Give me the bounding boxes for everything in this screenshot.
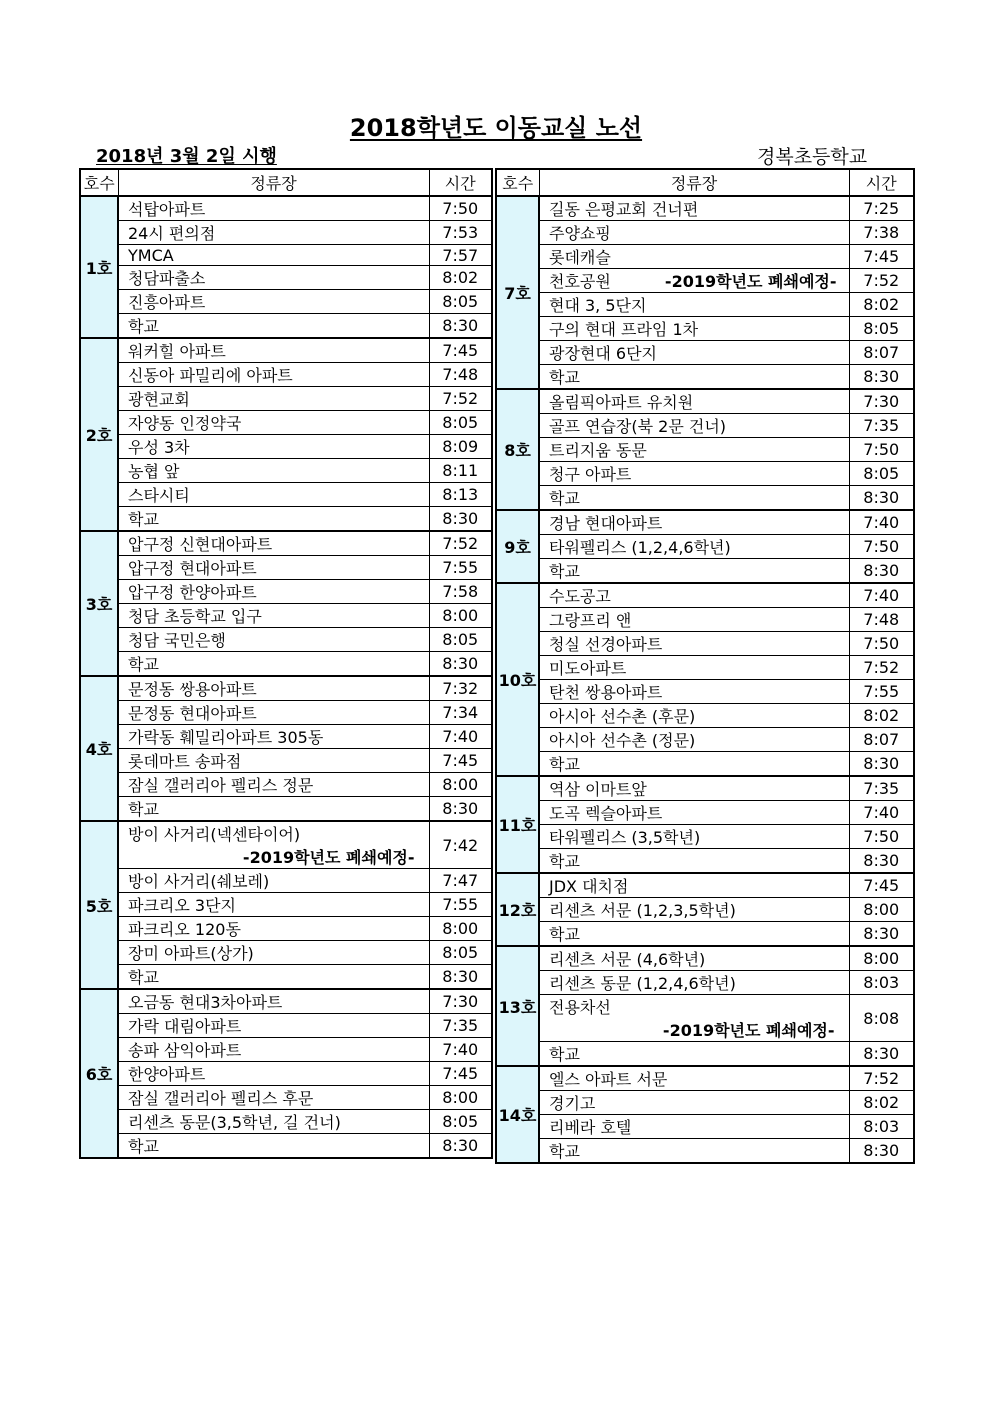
table-row [496, 898, 914, 922]
table-row [496, 389, 914, 414]
stop-name-text: 방이 사거리(넥센타이어) [128, 825, 301, 845]
stop-name: 신동아 파밀리에 아파트 [118, 363, 429, 387]
stop-name: 길동 은평교회 건너편 [539, 196, 849, 221]
table-row [496, 269, 914, 293]
stop-name: 학교 [539, 752, 849, 777]
table-row [496, 752, 914, 777]
header-bus: 호수 [496, 169, 539, 196]
stop-name: 롯데캐슬 [539, 245, 849, 269]
table-row [80, 507, 492, 532]
table-row [496, 535, 914, 559]
header-stop: 정류장 [539, 169, 849, 196]
stop-name: 경남 현대아파트 [539, 510, 849, 535]
stop-name: 학교 [118, 652, 429, 677]
stop-name: 경기고 [539, 1091, 849, 1115]
bus-number: 5호 [80, 821, 118, 989]
stop-time: 7:40 [429, 725, 492, 749]
stop-name: 우성 3차 [118, 435, 429, 459]
stop-name: 타워펠리스 (1,2,4,6학년) [539, 535, 849, 559]
stop-time: 7:47 [429, 869, 492, 893]
stop-name: 청담 초등학교 입구 [118, 604, 429, 628]
stop-name: 자양동 인정약국 [118, 411, 429, 435]
table-row [80, 797, 492, 822]
table-row [80, 435, 492, 459]
table-row [80, 965, 492, 990]
stop-time: 7:40 [429, 1038, 492, 1062]
bus-number: 6호 [80, 989, 118, 1158]
table-row [80, 773, 492, 797]
route-body-left [80, 196, 492, 1158]
header-time: 시간 [429, 169, 492, 196]
stop-time: 8:30 [849, 849, 914, 874]
stop-time: 7:35 [429, 1014, 492, 1038]
stop-time: 8:00 [429, 917, 492, 941]
stop-time: 7:30 [429, 989, 492, 1014]
table-row [496, 462, 914, 486]
table-row [496, 873, 914, 898]
table-row [80, 338, 492, 363]
table-row [496, 1091, 914, 1115]
stop-time: 8:00 [849, 898, 914, 922]
stop-name [539, 995, 849, 1042]
table-row [80, 652, 492, 677]
stop-time: 7:38 [849, 221, 914, 245]
stop-name: 학교 [118, 314, 429, 339]
table-row [496, 849, 914, 874]
table-row [80, 1038, 492, 1062]
stop-name-text: 전용차선 [549, 998, 611, 1017]
table-row [496, 971, 914, 995]
stop-time: 8:30 [849, 559, 914, 584]
stop-name: 잠실 갤러리아 펠리스 정문 [118, 773, 429, 797]
table-row [496, 1115, 914, 1139]
stop-name: 잠실 갤러리아 펠리스 후문 [118, 1086, 429, 1110]
stop-name: 엘스 아파트 서문 [539, 1066, 849, 1091]
stop-name: 장미 아파트(상가) [118, 941, 429, 965]
stop-name: 타워펠리스 (3,5학년) [539, 825, 849, 849]
stop-time: 8:05 [429, 941, 492, 965]
table-row [80, 556, 492, 580]
table-row [80, 314, 492, 339]
stop-time: 8:00 [849, 946, 914, 971]
stop-name: 올림픽아파트 유치원 [539, 389, 849, 414]
stop-name: 학교 [539, 365, 849, 390]
stop-name: 가락동 훼밀리아파트 305동 [118, 725, 429, 749]
closure-note: -2019학년도 폐쇄예정- [664, 272, 837, 291]
stop-time: 7:48 [429, 363, 492, 387]
table-row [80, 290, 492, 314]
stop-name: 진흥아파트 [118, 290, 429, 314]
table-row [496, 365, 914, 390]
stop-time: 7:25 [849, 196, 914, 221]
stop-name: 스타시티 [118, 483, 429, 507]
closure-note: -2019학년도 폐쇄예정- [662, 1021, 835, 1040]
table-row [80, 363, 492, 387]
stop-time: 7:50 [849, 535, 914, 559]
table-row [80, 869, 492, 893]
effective-date: 2018년 3월 2일 시행 [96, 146, 277, 167]
table-row [80, 749, 492, 773]
stop-time: 7:45 [429, 338, 492, 363]
table-row [80, 531, 492, 556]
stop-name: 리센츠 서문 (1,2,3,5학년) [539, 898, 849, 922]
stop-name: 문정동 쌍용아파트 [118, 676, 429, 701]
stop-name: 주양쇼핑 [539, 221, 849, 245]
table-row [496, 510, 914, 535]
header-time: 시간 [849, 169, 914, 196]
stop-time: 8:03 [849, 971, 914, 995]
stop-name: 워커힐 아파트 [118, 338, 429, 363]
table-row [496, 438, 914, 462]
stop-name: 리센츠 서문 (4,6학년) [539, 946, 849, 971]
table-row [80, 989, 492, 1014]
stop-time: 7:52 [849, 656, 914, 680]
table-row [80, 628, 492, 652]
stop-name: 방이 사거리(쉐보레) [118, 869, 429, 893]
page-title [0, 108, 992, 143]
stop-name: YMCA [118, 245, 429, 266]
table-row [496, 656, 914, 680]
stop-time: 8:11 [429, 459, 492, 483]
stop-time: 8:30 [849, 365, 914, 390]
table-row [496, 486, 914, 511]
header-stop: 정류장 [118, 169, 429, 196]
table-row [496, 196, 914, 221]
stop-time: 8:30 [849, 1139, 914, 1164]
stop-time: 8:05 [429, 290, 492, 314]
stop-name: 학교 [539, 849, 849, 874]
bus-number: 9호 [496, 510, 539, 583]
stop-time: 8:30 [429, 797, 492, 822]
stop-name: 도곡 렉슬아파트 [539, 801, 849, 825]
stop-name: 청구 아파트 [539, 462, 849, 486]
stop-time: 8:30 [429, 507, 492, 532]
stop-time: 8:30 [849, 752, 914, 777]
stop-name-text: 천호공원 [549, 272, 611, 291]
stop-name: 석탑아파트 [118, 196, 429, 221]
stop-name: 리센츠 동문(3,5학년, 길 건너) [118, 1110, 429, 1134]
school-name: 경복초등학교 [757, 146, 868, 168]
stop-name [118, 821, 429, 869]
stop-time: 7:45 [429, 1062, 492, 1086]
table-row [496, 293, 914, 317]
stop-name: 압구정 신현대아파트 [118, 531, 429, 556]
stop-name: 학교 [539, 922, 849, 947]
bus-number: 12호 [496, 873, 539, 946]
stop-time: 8:30 [429, 314, 492, 339]
table-row [80, 1134, 492, 1159]
bus-number: 10호 [496, 583, 539, 776]
stop-time: 8:05 [849, 317, 914, 341]
stop-name: 한양아파트 [118, 1062, 429, 1086]
stop-time: 7:58 [429, 580, 492, 604]
table-row [80, 701, 492, 725]
table-row [80, 245, 492, 266]
table-row [496, 704, 914, 728]
table-row [80, 1014, 492, 1038]
stop-time: 8:03 [849, 1115, 914, 1139]
stop-time: 8:30 [429, 965, 492, 990]
stop-time: 7:52 [429, 531, 492, 556]
stop-name: 파크리오 120동 [118, 917, 429, 941]
stop-name: 리베라 호텔 [539, 1115, 849, 1139]
stop-time: 7:48 [849, 608, 914, 632]
stop-time: 8:02 [849, 704, 914, 728]
stop-name: 압구정 한양아파트 [118, 580, 429, 604]
stop-name: 오금동 현대3차아파트 [118, 989, 429, 1014]
table-row [80, 580, 492, 604]
stop-name: 압구정 현대아파트 [118, 556, 429, 580]
stop-time: 7:50 [849, 632, 914, 656]
bus-number: 13호 [496, 946, 539, 1066]
table-row [496, 583, 914, 608]
closure-note: -2019학년도 폐쇄예정- [242, 848, 415, 868]
table-row [80, 1062, 492, 1086]
stop-time: 8:30 [849, 1042, 914, 1067]
stop-time: 7:45 [429, 749, 492, 773]
bus-number: 4호 [80, 676, 118, 821]
stop-time: 8:07 [849, 728, 914, 752]
table-row [80, 221, 492, 245]
stop-time: 7:50 [849, 438, 914, 462]
stop-time: 8:02 [849, 1091, 914, 1115]
stop-time: 8:00 [429, 604, 492, 628]
stop-name: 아시아 선수촌 (후문) [539, 704, 849, 728]
stop-time: 8:05 [429, 411, 492, 435]
table-row [80, 821, 492, 869]
stop-time: 7:45 [849, 873, 914, 898]
stop-name: 그랑프리 앤 [539, 608, 849, 632]
table-row [496, 728, 914, 752]
table-row [496, 776, 914, 801]
stop-name: 롯데마트 송파점 [118, 749, 429, 773]
table-row [496, 825, 914, 849]
table-row [496, 632, 914, 656]
bus-number: 11호 [496, 776, 539, 873]
stop-time: 8:05 [849, 462, 914, 486]
table-row [80, 459, 492, 483]
bus-number: 1호 [80, 196, 118, 338]
stop-time: 7:52 [429, 387, 492, 411]
bus-number: 2호 [80, 338, 118, 531]
table-row [496, 995, 914, 1042]
stop-time: 7:32 [429, 676, 492, 701]
stop-time: 8:30 [849, 486, 914, 511]
stop-time: 8:30 [429, 652, 492, 677]
stop-time: 8:02 [429, 266, 492, 290]
stop-name: 현대 3, 5단지 [539, 293, 849, 317]
stop-name: 학교 [539, 486, 849, 511]
table-row [80, 266, 492, 290]
stop-time: 7:55 [429, 893, 492, 917]
bus-number: 7호 [496, 196, 539, 389]
stop-name: 송파 삼익아파트 [118, 1038, 429, 1062]
stop-name: 광장현대 6단지 [539, 341, 849, 365]
stop-name: 역삼 이마트앞 [539, 776, 849, 801]
stop-name: 파크리오 3단지 [118, 893, 429, 917]
stop-name: 학교 [118, 797, 429, 822]
table-row [496, 1139, 914, 1164]
table-row [80, 725, 492, 749]
stop-time: 7:45 [849, 245, 914, 269]
table-row [80, 483, 492, 507]
table-row [496, 414, 914, 438]
bus-number: 8호 [496, 389, 539, 510]
stop-name: 학교 [539, 559, 849, 584]
stop-name: 청담 국민은행 [118, 628, 429, 652]
table-row [80, 387, 492, 411]
stop-time: 8:30 [849, 922, 914, 947]
stop-time: 7:40 [849, 583, 914, 608]
stop-time: 7:50 [849, 825, 914, 849]
stop-name: 탄천 쌍용아파트 [539, 680, 849, 704]
route-table-right [495, 168, 915, 1164]
stop-time: 7:53 [429, 221, 492, 245]
stop-time: 7:55 [849, 680, 914, 704]
bus-number: 14호 [496, 1066, 539, 1163]
stop-name: 학교 [118, 1134, 429, 1159]
stop-name: 리센츠 동문 (1,2,4,6학년) [539, 971, 849, 995]
stop-time: 7:40 [849, 510, 914, 535]
table-row [496, 1042, 914, 1067]
table-row [496, 922, 914, 947]
stop-time: 7:30 [849, 389, 914, 414]
route-body-right [496, 196, 914, 1163]
table-row [80, 411, 492, 435]
stop-time: 7:50 [429, 196, 492, 221]
table-row [80, 1086, 492, 1110]
stop-name: 광현교회 [118, 387, 429, 411]
table-row [496, 245, 914, 269]
table-row [496, 608, 914, 632]
stop-time: 8:07 [849, 341, 914, 365]
stop-time: 8:05 [429, 1110, 492, 1134]
stop-time: 8:05 [429, 628, 492, 652]
table-row [80, 893, 492, 917]
stop-time: 8:02 [849, 293, 914, 317]
stop-time: 7:55 [429, 556, 492, 580]
stop-name: 수도공고 [539, 583, 849, 608]
table-row [496, 341, 914, 365]
table-row [80, 676, 492, 701]
stop-time: 7:40 [849, 801, 914, 825]
table-row [496, 680, 914, 704]
table-row [496, 317, 914, 341]
table-row [80, 1110, 492, 1134]
table-row [80, 917, 492, 941]
stop-name: 24시 편의점 [118, 221, 429, 245]
stop-time: 8:13 [429, 483, 492, 507]
stop-time: 7:35 [849, 414, 914, 438]
table-row [80, 941, 492, 965]
header-bus: 호수 [80, 169, 118, 196]
stop-time: 7:52 [849, 269, 914, 293]
stop-name: 청실 선경아파트 [539, 632, 849, 656]
table-row [496, 1066, 914, 1091]
stop-name: 문정동 현대아파트 [118, 701, 429, 725]
table-row [80, 604, 492, 628]
stop-name: 골프 연습장(북 2문 건너) [539, 414, 849, 438]
stop-time: 8:08 [849, 995, 914, 1042]
stop-time: 8:30 [429, 1134, 492, 1159]
stop-name: JDX 대치점 [539, 873, 849, 898]
stop-name: 학교 [539, 1139, 849, 1164]
stop-name: 학교 [118, 507, 429, 532]
route-table-left [79, 168, 493, 1159]
stop-name: 미도아파트 [539, 656, 849, 680]
stop-time: 7:57 [429, 245, 492, 266]
stop-name: 학교 [118, 965, 429, 990]
stop-name: 청담파출소 [118, 266, 429, 290]
table-row [496, 559, 914, 584]
stop-time: 8:00 [429, 773, 492, 797]
stop-time: 7:34 [429, 701, 492, 725]
stop-name [539, 269, 849, 293]
table-row [496, 801, 914, 825]
table-row [80, 196, 492, 221]
stop-time: 7:42 [429, 821, 492, 869]
stop-name: 가락 대림아파트 [118, 1014, 429, 1038]
stop-time: 8:00 [429, 1086, 492, 1110]
stop-name: 구의 현대 프라임 1차 [539, 317, 849, 341]
stop-time: 8:09 [429, 435, 492, 459]
stop-time: 7:35 [849, 776, 914, 801]
table-row [496, 946, 914, 971]
table-row [496, 221, 914, 245]
stop-name: 학교 [539, 1042, 849, 1067]
stop-time: 7:52 [849, 1066, 914, 1091]
stop-name: 아시아 선수촌 (정문) [539, 728, 849, 752]
stop-name: 농협 앞 [118, 459, 429, 483]
bus-number: 3호 [80, 531, 118, 676]
title-text: 2018학년도 이동교실 노선 [349, 114, 643, 142]
stop-name: 트리지움 동문 [539, 438, 849, 462]
